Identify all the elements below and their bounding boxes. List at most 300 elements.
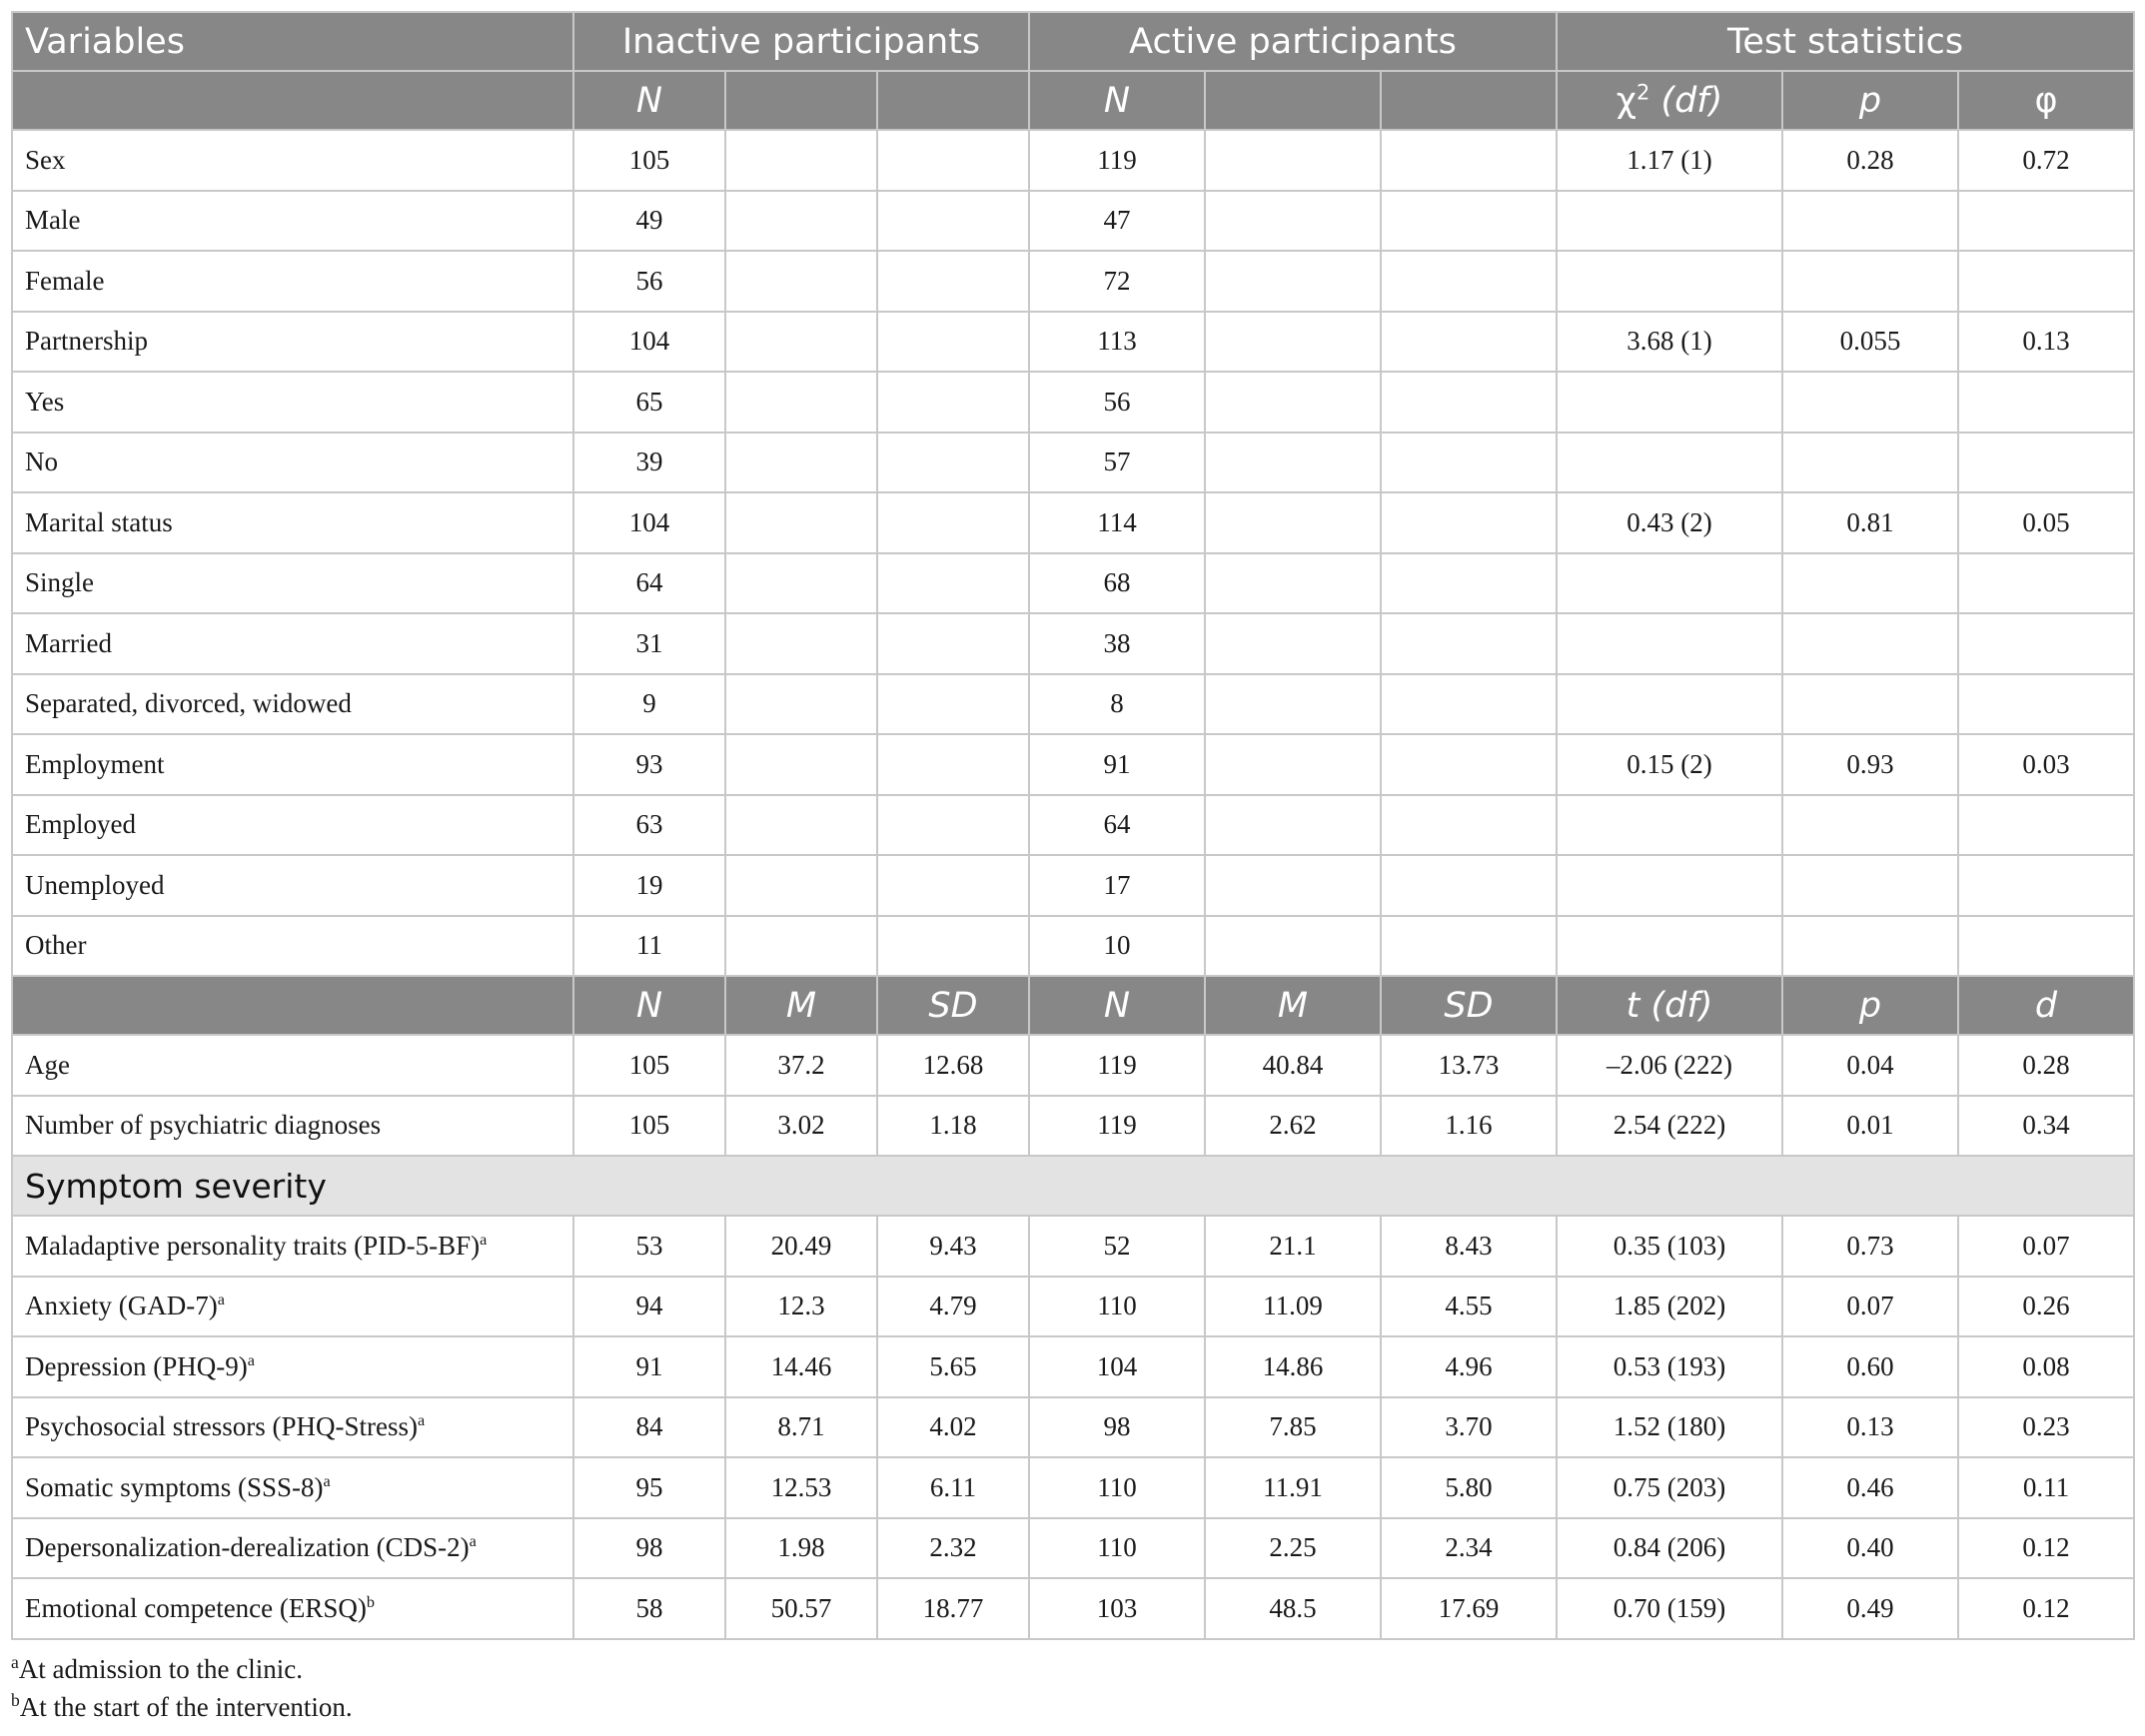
active-mean-cell: 40.84: [1205, 1035, 1381, 1096]
row-label: Sex: [12, 130, 573, 191]
active-sd-cell: 4.55: [1381, 1277, 1557, 1337]
empty-cell: [1205, 130, 1381, 191]
subheader-in-sd: SD: [877, 976, 1029, 1035]
inactive-n-cell: 64: [573, 553, 725, 614]
statistic-cell: [1557, 916, 1782, 977]
active-sd-cell: 8.43: [1381, 1216, 1557, 1277]
empty-cell: [877, 795, 1029, 856]
empty-cell: [1205, 795, 1381, 856]
empty-cell: [1205, 916, 1381, 977]
p-value-cell: 0.93: [1782, 734, 1958, 795]
active-n-cell: 10: [1029, 916, 1205, 977]
statistic-cell: 0.43 (2): [1557, 492, 1782, 553]
participants-table: [11, 11, 2135, 1640]
inactive-n-cell: 19: [573, 855, 725, 916]
inactive-mean-cell: 3.02: [725, 1096, 877, 1157]
row-label: [12, 1457, 573, 1518]
table-row: [12, 433, 2134, 493]
active-n-cell: 47: [1029, 191, 1205, 252]
effect-size-cell: 0.12: [1958, 1518, 2134, 1579]
row-label: Marital status: [12, 492, 573, 553]
empty-cell: [877, 312, 1029, 373]
empty-cell: [725, 734, 877, 795]
statistic-cell: 0.15 (2): [1557, 734, 1782, 795]
effect-size-cell: [1958, 674, 2134, 735]
table-row: [12, 1035, 2134, 1096]
p-value-cell: [1782, 433, 1958, 493]
empty-cell: [1381, 674, 1557, 735]
row-label: [12, 1397, 573, 1458]
row-label: Employment: [12, 734, 573, 795]
empty-cell: [877, 855, 1029, 916]
active-n-cell: 8: [1029, 674, 1205, 735]
active-sd-cell: 17.69: [1381, 1578, 1557, 1639]
subheader-p: p: [1782, 976, 1958, 1035]
row-label: Yes: [12, 372, 573, 433]
active-n-cell: 38: [1029, 613, 1205, 674]
footnote-reference: a: [217, 1291, 225, 1309]
active-n-cell: 98: [1029, 1397, 1205, 1458]
active-mean-cell: 11.09: [1205, 1277, 1381, 1337]
empty-cell: [877, 674, 1029, 735]
statistic-cell: 0.75 (203): [1557, 1457, 1782, 1518]
inactive-mean-cell: 50.57: [725, 1578, 877, 1639]
effect-size-cell: 0.05: [1958, 492, 2134, 553]
p-value-cell: 0.07: [1782, 1277, 1958, 1337]
p-value-cell: 0.13: [1782, 1397, 1958, 1458]
inactive-n-cell: 65: [573, 372, 725, 433]
effect-size-cell: 0.12: [1958, 1578, 2134, 1639]
subheader-stat: t (df): [1557, 976, 1782, 1035]
inactive-sd-cell: 4.02: [877, 1397, 1029, 1458]
statistic-cell: 3.68 (1): [1557, 312, 1782, 373]
inactive-n-cell: 104: [573, 492, 725, 553]
empty-cell: [1381, 916, 1557, 977]
p-value-cell: [1782, 613, 1958, 674]
subheader-act-n: N: [1029, 976, 1205, 1035]
chi-df: (df): [1649, 80, 1723, 121]
effect-size-cell: 0.03: [1958, 734, 2134, 795]
empty-cell: [1381, 191, 1557, 252]
empty-cell: [1381, 130, 1557, 191]
effect-size-cell: 0.26: [1958, 1277, 2134, 1337]
statistic-cell: [1557, 372, 1782, 433]
table-row: [12, 251, 2134, 312]
header-active: Active participants: [1029, 12, 1557, 71]
header-test-statistics: Test statistics: [1557, 12, 2134, 71]
p-value-cell: [1782, 251, 1958, 312]
empty-cell: [877, 251, 1029, 312]
row-label: Single: [12, 553, 573, 614]
section-row: [12, 1156, 2134, 1216]
empty-cell: [877, 130, 1029, 191]
effect-size-cell: [1958, 433, 2134, 493]
effect-size-cell: 0.13: [1958, 312, 2134, 373]
subheader-effect: d: [1958, 976, 2134, 1035]
row-label-text: Depression (PHQ-9): [25, 1350, 248, 1381]
active-n-cell: 110: [1029, 1518, 1205, 1579]
header-variables: Variables: [12, 12, 573, 71]
effect-size-cell: 0.23: [1958, 1397, 2134, 1458]
statistic-cell: [1557, 433, 1782, 493]
table-row: [12, 553, 2134, 614]
inactive-n-cell: 94: [573, 1277, 725, 1337]
empty-cell: [1205, 312, 1381, 373]
row-label: Separated, divorced, widowed: [12, 674, 573, 735]
effect-size-cell: 0.11: [1958, 1457, 2134, 1518]
empty-cell: [725, 916, 877, 977]
subheader-active-n: N: [1029, 71, 1205, 130]
row-label: Female: [12, 251, 573, 312]
empty-cell: [725, 433, 877, 493]
empty-cell: [725, 191, 877, 252]
subheader-blank: [725, 71, 877, 130]
effect-size-cell: 0.34: [1958, 1096, 2134, 1157]
empty-cell: [1205, 613, 1381, 674]
empty-cell: [877, 613, 1029, 674]
statistic-cell: 1.52 (180): [1557, 1397, 1782, 1458]
footnote-mark: b: [11, 1690, 20, 1710]
empty-cell: [1205, 191, 1381, 252]
subheader-blank: [1205, 71, 1381, 130]
p-value-cell: 0.28: [1782, 130, 1958, 191]
p-value-cell: [1782, 916, 1958, 977]
statistic-cell: [1557, 613, 1782, 674]
empty-cell: [877, 492, 1029, 553]
row-label-text: Somatic symptoms (SSS-8): [25, 1471, 324, 1502]
active-n-cell: 68: [1029, 553, 1205, 614]
active-n-cell: 64: [1029, 795, 1205, 856]
footnote-reference: b: [366, 1592, 375, 1611]
subheader-chi-square: [1557, 71, 1782, 130]
inactive-n-cell: 53: [573, 1216, 725, 1277]
subheader-blank: [877, 71, 1029, 130]
statistic-cell: [1557, 795, 1782, 856]
effect-size-cell: [1958, 855, 2134, 916]
p-value-cell: 0.40: [1782, 1518, 1958, 1579]
empty-cell: [725, 130, 877, 191]
effect-size-cell: [1958, 191, 2134, 252]
statistic-cell: –2.06 (222): [1557, 1035, 1782, 1096]
empty-cell: [725, 613, 877, 674]
subheader-blank: [1381, 71, 1557, 130]
p-value-cell: [1782, 855, 1958, 916]
empty-cell: [725, 855, 877, 916]
row-label-text: Depersonalization-derealization (CDS-2): [25, 1532, 470, 1563]
footnote-text: At the start of the intervention.: [19, 1692, 353, 1722]
footnote-reference: a: [480, 1230, 488, 1249]
footnote-reference: a: [323, 1471, 331, 1490]
inactive-n-cell: 98: [573, 1518, 725, 1579]
row-label-text: Psychosocial stressors (PHQ-Stress): [25, 1411, 418, 1442]
row-label: Unemployed: [12, 855, 573, 916]
p-value-cell: [1782, 191, 1958, 252]
statistic-cell: 0.53 (193): [1557, 1336, 1782, 1397]
row-label-text: Age: [25, 1049, 70, 1080]
p-value-cell: [1782, 553, 1958, 614]
active-n-cell: 114: [1029, 492, 1205, 553]
empty-cell: [725, 674, 877, 735]
row-label: Employed: [12, 795, 573, 856]
row-label: Partnership: [12, 312, 573, 373]
footnote-reference: a: [417, 1411, 426, 1430]
footnote-a: [11, 1654, 303, 1685]
active-n-cell: 119: [1029, 130, 1205, 191]
footnote-text: At admission to the clinic.: [18, 1654, 303, 1684]
empty-cell: [1205, 674, 1381, 735]
empty-cell: [725, 312, 877, 373]
row-label-text: Maladaptive personality traits (PID-5-BF): [25, 1230, 481, 1261]
inactive-n-cell: 11: [573, 916, 725, 977]
inactive-sd-cell: 18.77: [877, 1578, 1029, 1639]
row-label-text: Anxiety (GAD-7): [25, 1291, 218, 1321]
inactive-n-cell: 31: [573, 613, 725, 674]
table-row: [12, 855, 2134, 916]
p-value-cell: 0.49: [1782, 1578, 1958, 1639]
row-label: [12, 1096, 573, 1157]
subheader-p: p: [1782, 71, 1958, 130]
inactive-mean-cell: 12.3: [725, 1277, 877, 1337]
inactive-n-cell: 58: [573, 1578, 725, 1639]
inactive-sd-cell: 1.18: [877, 1096, 1029, 1157]
table-row: [12, 674, 2134, 735]
empty-cell: [1381, 795, 1557, 856]
statistic-cell: [1557, 674, 1782, 735]
empty-cell: [1205, 734, 1381, 795]
footnote-reference: a: [469, 1532, 477, 1551]
empty-cell: [1381, 855, 1557, 916]
subheader-act-sd: SD: [1381, 976, 1557, 1035]
inactive-mean-cell: 37.2: [725, 1035, 877, 1096]
table-row: [12, 795, 2134, 856]
statistic-cell: 0.70 (159): [1557, 1578, 1782, 1639]
empty-cell: [877, 372, 1029, 433]
empty-cell: [1381, 312, 1557, 373]
p-value-cell: 0.055: [1782, 312, 1958, 373]
inactive-mean-cell: 8.71: [725, 1397, 877, 1458]
subheader-categorical: [12, 71, 2134, 130]
empty-cell: [1205, 553, 1381, 614]
inactive-mean-cell: 1.98: [725, 1518, 877, 1579]
active-sd-cell: 1.16: [1381, 1096, 1557, 1157]
section-title: Symptom severity: [12, 1156, 2134, 1216]
empty-cell: [1381, 372, 1557, 433]
active-n-cell: 91: [1029, 734, 1205, 795]
table-row: [12, 916, 2134, 977]
empty-cell: [1205, 492, 1381, 553]
empty-cell: [725, 372, 877, 433]
empty-cell: [1381, 492, 1557, 553]
active-n-cell: 103: [1029, 1578, 1205, 1639]
empty-cell: [1205, 372, 1381, 433]
active-mean-cell: 48.5: [1205, 1578, 1381, 1639]
empty-cell: [1381, 613, 1557, 674]
p-value-cell: 0.01: [1782, 1096, 1958, 1157]
subheader-in-n: N: [573, 976, 725, 1035]
subheader-act-m: M: [1205, 976, 1381, 1035]
table-row: [12, 613, 2134, 674]
effect-size-cell: [1958, 251, 2134, 312]
row-label: [12, 1035, 573, 1096]
inactive-n-cell: 105: [573, 130, 725, 191]
statistic-cell: 0.35 (103): [1557, 1216, 1782, 1277]
table-row: [12, 1277, 2134, 1337]
row-label-text: Emotional competence (ERSQ): [25, 1592, 367, 1623]
active-n-cell: 119: [1029, 1035, 1205, 1096]
active-mean-cell: 21.1: [1205, 1216, 1381, 1277]
active-mean-cell: 14.86: [1205, 1336, 1381, 1397]
table-row: [12, 1216, 2134, 1277]
footnote-b: [11, 1692, 353, 1723]
effect-size-cell: 0.08: [1958, 1336, 2134, 1397]
row-label: [12, 1277, 573, 1337]
table-row: [12, 1397, 2134, 1458]
active-sd-cell: 13.73: [1381, 1035, 1557, 1096]
statistic-cell: 1.85 (202): [1557, 1277, 1782, 1337]
effect-size-cell: 0.72: [1958, 130, 2134, 191]
table-row: [12, 1518, 2134, 1579]
effect-size-cell: [1958, 916, 2134, 977]
effect-size-cell: [1958, 613, 2134, 674]
chi-symbol: χ: [1615, 80, 1636, 121]
row-label: [12, 1518, 573, 1579]
active-n-cell: 119: [1029, 1096, 1205, 1157]
active-n-cell: 57: [1029, 433, 1205, 493]
row-label-text: Number of psychiatric diagnoses: [25, 1110, 382, 1141]
subheader-continuous: [12, 976, 2134, 1035]
inactive-sd-cell: 4.79: [877, 1277, 1029, 1337]
table-row: [12, 312, 2134, 373]
inactive-n-cell: 105: [573, 1035, 725, 1096]
empty-cell: [725, 553, 877, 614]
inactive-n-cell: 93: [573, 734, 725, 795]
p-value-cell: 0.60: [1782, 1336, 1958, 1397]
effect-size-cell: [1958, 553, 2134, 614]
inactive-n-cell: 104: [573, 312, 725, 373]
active-n-cell: 52: [1029, 1216, 1205, 1277]
empty-cell: [877, 433, 1029, 493]
statistic-cell: 2.54 (222): [1557, 1096, 1782, 1157]
inactive-n-cell: 91: [573, 1336, 725, 1397]
effect-size-cell: [1958, 795, 2134, 856]
inactive-n-cell: 84: [573, 1397, 725, 1458]
table-row: [12, 492, 2134, 553]
effect-size-cell: [1958, 372, 2134, 433]
active-sd-cell: 5.80: [1381, 1457, 1557, 1518]
table-row: [12, 191, 2134, 252]
subheader-blank: [12, 71, 573, 130]
table-row: [12, 1336, 2134, 1397]
empty-cell: [1381, 734, 1557, 795]
inactive-n-cell: 63: [573, 795, 725, 856]
empty-cell: [877, 734, 1029, 795]
statistic-cell: 0.84 (206): [1557, 1518, 1782, 1579]
active-n-cell: 113: [1029, 312, 1205, 373]
effect-size-cell: 0.28: [1958, 1035, 2134, 1096]
inactive-n-cell: 56: [573, 251, 725, 312]
statistic-cell: [1557, 191, 1782, 252]
inactive-n-cell: 39: [573, 433, 725, 493]
empty-cell: [1205, 855, 1381, 916]
table-row: [12, 1457, 2134, 1518]
subheader-phi: φ: [1958, 71, 2134, 130]
inactive-n-cell: 49: [573, 191, 725, 252]
empty-cell: [877, 553, 1029, 614]
subheader-inactive-n: N: [573, 71, 725, 130]
header-row: [12, 12, 2134, 71]
row-label: Male: [12, 191, 573, 252]
row-label: Married: [12, 613, 573, 674]
inactive-n-cell: 105: [573, 1096, 725, 1157]
inactive-sd-cell: 9.43: [877, 1216, 1029, 1277]
p-value-cell: 0.46: [1782, 1457, 1958, 1518]
empty-cell: [725, 492, 877, 553]
p-value-cell: 0.81: [1782, 492, 1958, 553]
active-sd-cell: 2.34: [1381, 1518, 1557, 1579]
row-label: [12, 1578, 573, 1639]
inactive-mean-cell: 14.46: [725, 1336, 877, 1397]
p-value-cell: 0.04: [1782, 1035, 1958, 1096]
statistic-cell: [1557, 251, 1782, 312]
p-value-cell: [1782, 372, 1958, 433]
row-label: [12, 1216, 573, 1277]
table-row: [12, 1578, 2134, 1639]
table-row: [12, 734, 2134, 795]
data-table-wrapper: [11, 11, 2133, 1640]
empty-cell: [1381, 251, 1557, 312]
table-row: [12, 1096, 2134, 1157]
active-mean-cell: 2.25: [1205, 1518, 1381, 1579]
inactive-sd-cell: 12.68: [877, 1035, 1029, 1096]
active-n-cell: 72: [1029, 251, 1205, 312]
empty-cell: [1205, 251, 1381, 312]
p-value-cell: [1782, 795, 1958, 856]
active-sd-cell: 4.96: [1381, 1336, 1557, 1397]
statistic-cell: 1.17 (1): [1557, 130, 1782, 191]
active-mean-cell: 7.85: [1205, 1397, 1381, 1458]
active-n-cell: 17: [1029, 855, 1205, 916]
empty-cell: [877, 916, 1029, 977]
empty-cell: [1381, 433, 1557, 493]
active-mean-cell: 11.91: [1205, 1457, 1381, 1518]
inactive-n-cell: 95: [573, 1457, 725, 1518]
p-value-cell: [1782, 674, 1958, 735]
active-n-cell: 110: [1029, 1277, 1205, 1337]
row-label: [12, 1336, 573, 1397]
inactive-mean-cell: 12.53: [725, 1457, 877, 1518]
active-n-cell: 110: [1029, 1457, 1205, 1518]
footnote-mark: a: [11, 1652, 19, 1672]
active-n-cell: 104: [1029, 1336, 1205, 1397]
statistic-cell: [1557, 553, 1782, 614]
inactive-mean-cell: 20.49: [725, 1216, 877, 1277]
inactive-n-cell: 9: [573, 674, 725, 735]
table-row: [12, 130, 2134, 191]
chi-superscript: 2: [1635, 79, 1650, 104]
p-value-cell: 0.73: [1782, 1216, 1958, 1277]
empty-cell: [725, 251, 877, 312]
effect-size-cell: 0.07: [1958, 1216, 2134, 1277]
inactive-sd-cell: 5.65: [877, 1336, 1029, 1397]
header-inactive: Inactive participants: [573, 12, 1029, 71]
table-row: [12, 372, 2134, 433]
empty-cell: [877, 191, 1029, 252]
active-sd-cell: 3.70: [1381, 1397, 1557, 1458]
inactive-sd-cell: 2.32: [877, 1518, 1029, 1579]
footnote-reference: a: [247, 1350, 255, 1369]
empty-cell: [1381, 553, 1557, 614]
active-n-cell: 56: [1029, 372, 1205, 433]
